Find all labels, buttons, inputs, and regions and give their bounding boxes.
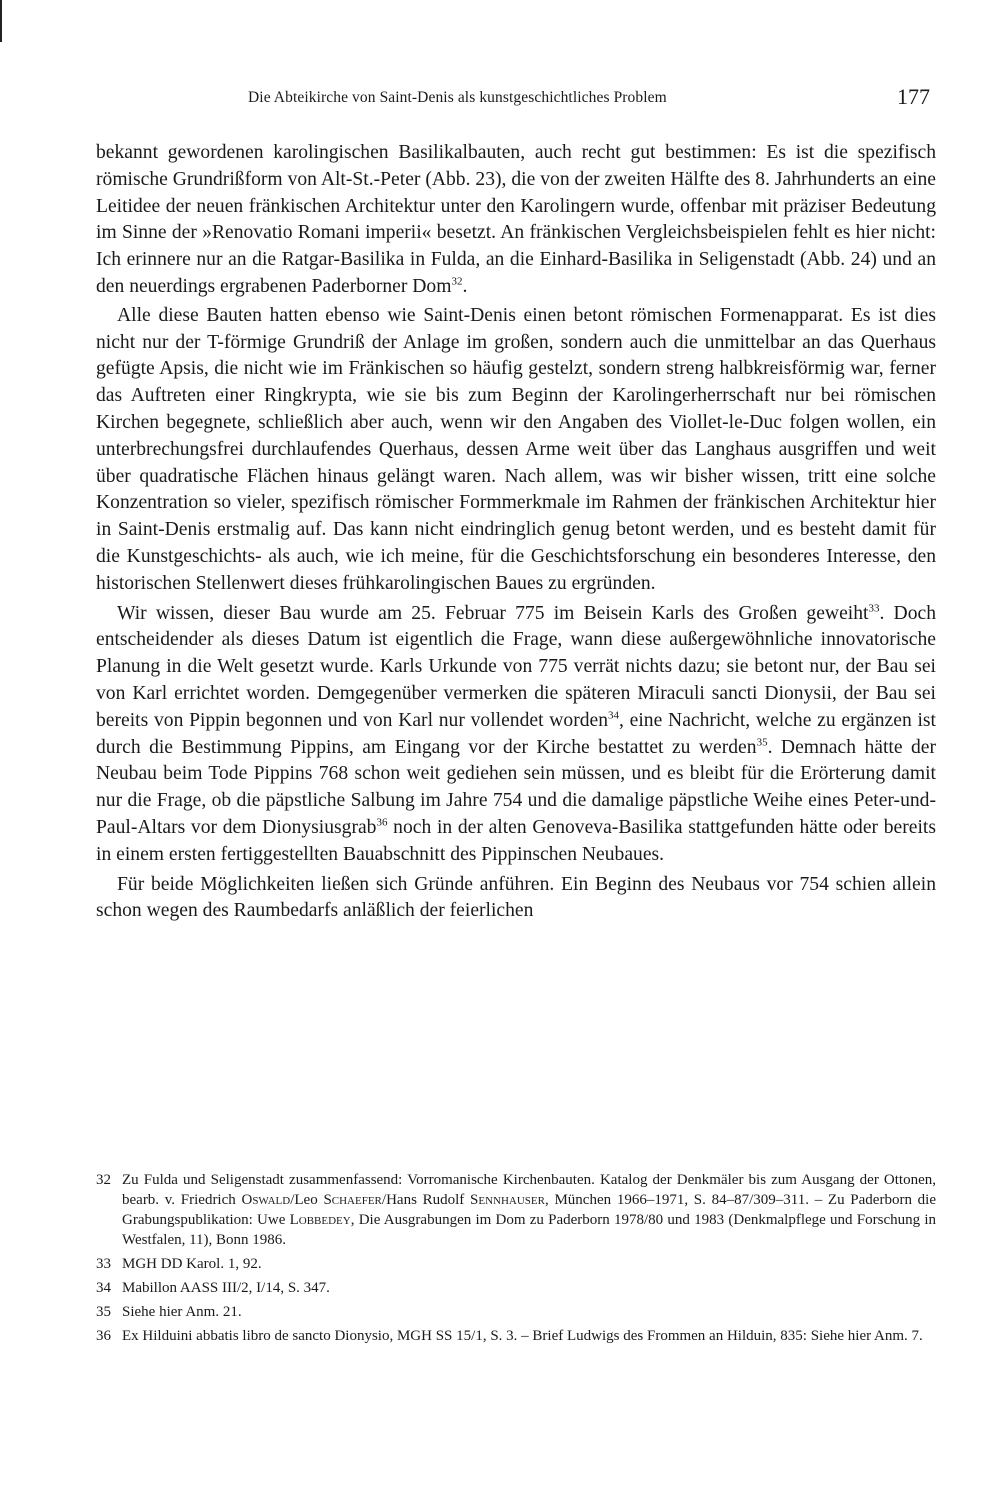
paragraph-3 bbox=[96, 601, 936, 869]
footnote-number: 35 bbox=[96, 1304, 111, 1320]
paragraph-4: Für beide Möglichkeiten ließen sich Gründe anführen. Ein Beginn des Neubaus vor 754 schien allein schon wegen des Raumbedarfs anläßlich der feierlichen bbox=[96, 873, 936, 922]
footnote-number: 32 bbox=[96, 1172, 111, 1188]
author-name: Schaefer bbox=[323, 1192, 382, 1208]
footnote-text-part: /Leo bbox=[290, 1192, 324, 1208]
footnote-text bbox=[122, 1170, 936, 1250]
footnote-ref-32[interactable]: 32 bbox=[451, 275, 463, 288]
paragraph-1-end: . bbox=[462, 275, 468, 297]
footnote-number: 33 bbox=[96, 1256, 111, 1272]
footnote-33 bbox=[96, 1254, 936, 1274]
footnote-ref-35[interactable]: 35 bbox=[756, 736, 768, 748]
footnote-text: MGH DD Karol. 1, 92. bbox=[122, 1256, 262, 1272]
footnotes bbox=[96, 1170, 936, 1350]
footnote-36 bbox=[96, 1326, 936, 1346]
main-text bbox=[96, 140, 936, 925]
footnote-ref-33[interactable]: 33 bbox=[868, 602, 880, 615]
paragraph-3-text-c: , eine Nachricht, welche zu ergänzen ist durch die Bestimmung Pippins, am Eingang vor der Kirche bestattet zu werden bbox=[96, 709, 936, 758]
footnote-34 bbox=[96, 1278, 936, 1298]
paragraph-3-text-d: . Demnach hätte der Neubau beim Tode Pippins 768 schon weit gediehen sein müssen, und es bleibt für die Erörterung damit nur die Frage, ob die päpstliche Salbung im Jahre 754 und die damalige päpstliche Weihe eines Peter-und-Paul-Altars vor dem Dionysiusgrab bbox=[96, 736, 937, 838]
paragraph-3-text-a: Wir wissen, dieser Bau wurde am 25. Februar 775 im Beisein Karls des Großen geweiht bbox=[117, 602, 869, 624]
footnote-text-part: , München 1966–1971, S. 84–87/309–311. – Zu Paderborn die Grabungspublikation: Uwe bbox=[122, 1192, 936, 1228]
footnote-32 bbox=[96, 1170, 936, 1250]
author-name: Oswald bbox=[241, 1192, 291, 1208]
footnote-text-part: Zu Fulda und Seligenstadt zusammenfassend: Vorromanische Kirchenbauten. Katalog der Denkmäler bis zum Ausgang der Ottonen, bearb. v. Friedrich bbox=[122, 1172, 936, 1208]
footnote-text-part: , Die Ausgrabungen im Dom zu Paderborn 1978/80 und 1983 (Denkmalpflege und Forschung in Westfalen, 11), Bonn 1986. bbox=[122, 1212, 937, 1248]
footnote-text: Ex Hilduini abbatis libro de sancto Dionysio, MGH SS 15/1, S. 3. – Brief Ludwigs des Frommen an Hilduin, 835: Siehe hier Anm. 7. bbox=[122, 1328, 923, 1344]
paragraph-3-text-b: . Doch entscheidender als dieses Datum ist eigentlich die Frage, wann diese außergewöhnliche innovatorische Planung in die Welt gesetzt wurde. Karls Urkunde von 775 verrät nichts dazu; sie betont nur, der Bau sei von Karl errichtet worden. Demgegenüber vermerken die späteren Miraculi sancti Dionysii, der Bau sei bereits von Pippin begonnen und von Karl nur vollendet worden bbox=[96, 602, 936, 731]
footnote-ref-36[interactable]: 36 bbox=[376, 816, 388, 829]
paragraph-3-text-e: noch in der alten Genoveva-Basilika stattgefunden hätte oder bereits in einem ersten fertiggestellten Bauabschnitt des Pippinschen Neubaues. bbox=[96, 816, 936, 865]
footnote-number: 34 bbox=[96, 1280, 111, 1296]
running-header: Die Abteikirche von Saint-Denis als kunstgeschichtliches Problem bbox=[248, 89, 667, 106]
footnote-number: 36 bbox=[96, 1328, 111, 1344]
footnote-text: Mabillon AASS III/2, I/14, S. 347. bbox=[122, 1280, 330, 1296]
footnote-text: Siehe hier Anm. 21. bbox=[122, 1304, 242, 1320]
footnote-35 bbox=[96, 1302, 936, 1322]
author-name: Lobbedey bbox=[289, 1212, 351, 1228]
footnote-text-part: /Hans Rudolf bbox=[381, 1192, 471, 1208]
scan-edge-line bbox=[0, 0, 2, 42]
footnote-ref-34[interactable]: 34 bbox=[608, 709, 620, 722]
paragraph-1 bbox=[96, 140, 936, 301]
paragraph-2: Alle diese Bauten hatten ebenso wie Saint-Denis einen betont römischen Formenapparat. Es ist dies nicht nur der T-förmige Grundriß der Anlage im großen, sondern auch die unmittelbar an das Querhaus gefügte Apsis, die nicht wie im Fränkischen so häufig gestelzt, sondern streng halbkreisförmig war, ferner das Auftreten einer Ringkrypta, wie sie bis zum Beginn der Karolingerherrschaft nur bei römischen Kirchen begegnete, schließlich aber auch, wenn wir den Angaben des Viollet-le-Duc folgen wollen, ein unterbrechungsfrei durchlaufendes Querhaus, dessen Arme weit über das Langhaus ausgriffen und weit über quadratische Flächen hinaus gelängt waren. Nach allem, was wir bisher wissen, tritt eine solche Konzentration so vieler, spezifisch römischer Formmerkmale im Rahmen der fränkischen Architektur hier in Saint-Denis erstmalig auf. Das kann nicht eindringlich genug betont werden, und es besteht damit für die Kunstgeschichts- als auch, wie ich meine, für die Geschichtsforschung ein besonderes Interesse, den historischen Stellenwert dieses frühkarolingischen Baues zu ergründen. bbox=[96, 304, 936, 594]
page-number: 177 bbox=[897, 84, 930, 109]
paragraph-1-text: bekannt gewordenen karolingischen Basilikalbauten, auch recht gut bestimmen: Es ist die spezifisch römische Grundrißform von Alt-St.-Peter (Abb. 23), die von der zweiten Hälfte des 8. Jahrhunderts an eine Leitidee der neuen fränkischen Architektur unter den Karolingern wurde, offenbar mit präziser Bedeutung im Sinne der »Renovatio Romani imperii« besetzt. An fränkischen Vergleichsbeispielen fehlt es hier nicht: Ich erinnere nur an die Ratgar-Basilika in Fulda, an die Einhard-Basilika in Seligenstadt (Abb. 24) und an den neuerdings ergrabenen Paderborner Dom bbox=[96, 142, 936, 297]
author-name: Sennhauser bbox=[470, 1192, 545, 1208]
